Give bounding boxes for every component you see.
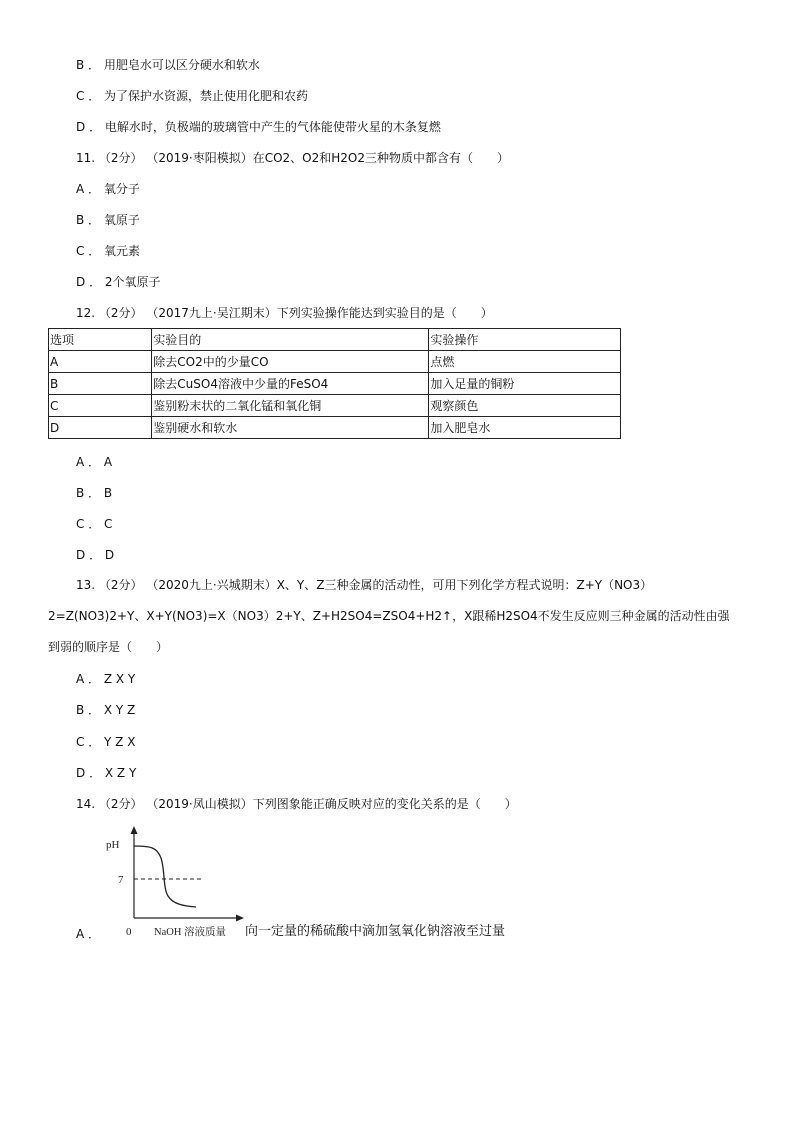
option-text: X Z Y	[104, 766, 137, 780]
option-letter: D	[76, 275, 86, 289]
y-axis-arrow	[131, 826, 138, 834]
option-letter: B	[76, 58, 85, 72]
option-letter: A	[76, 455, 85, 469]
option-letter: B	[76, 486, 85, 500]
option-text: B	[103, 486, 113, 500]
table-header-row	[49, 329, 621, 351]
option-letter: C	[76, 517, 85, 531]
option-letter: D	[76, 120, 86, 134]
ph7-tick-label: 7	[118, 874, 124, 886]
table-cell: 点燃	[429, 351, 621, 373]
ph-curve	[134, 846, 196, 907]
table-row	[49, 351, 621, 373]
table-cell: 除去CO2中的少量CO	[152, 351, 429, 373]
ph-curve-graph	[100, 826, 245, 944]
option-letter: D	[76, 548, 86, 562]
option-row: C ． 为了保护水资源，禁止使用化肥和农药	[76, 89, 309, 103]
option-letter: C	[76, 244, 85, 258]
option-row: C ． Y Z X	[76, 735, 136, 749]
option-row: B ． B	[76, 486, 113, 500]
option-text: 氧分子	[103, 182, 140, 196]
option-text: 为了保护水资源，禁止使用化肥和农药	[104, 89, 309, 103]
table-cell: C	[49, 395, 152, 417]
question-stem: 12. （2分） （2017九上·吴江期末）下列实验操作能达到实验目的是（ ）	[76, 306, 493, 320]
option-text: A	[103, 455, 113, 469]
option-text: 用肥皂水可以区分硬水和软水	[103, 58, 260, 72]
option-letter: B	[76, 213, 85, 227]
option-text: X Y Z	[103, 703, 136, 717]
question-stem: 13. （2分） （2020九上·兴城期末）X、Y、Z三种金属的活动性，可用下列化学方程式说明：Z+Y（NO3）2=Z(NO3)2+Y、X+Y(NO3)=X（NO3）2+Y、Z+H2SO4=ZSO4+H2↑，X跟稀H2SO4不发生反应则三种金属的活动性由强到弱的顺序是（ ）	[48, 578, 730, 654]
option-row: A ． Z X Y	[76, 672, 136, 686]
option-letter: B	[76, 703, 85, 717]
option-row: D ． 电解水时，负极端的玻璃管中产生的气体能使带火星的木条复燃	[76, 120, 441, 134]
option-text: 电解水时，负极端的玻璃管中产生的气体能使带火星的木条复燃	[104, 120, 441, 134]
option-row: A ． 氧分子	[76, 182, 140, 196]
origin-label: 0	[126, 926, 132, 938]
option-text: Z X Y	[103, 672, 136, 686]
option-text: C	[104, 517, 113, 531]
table-cell: A	[49, 351, 152, 373]
table-cell: 观察颜色	[429, 395, 621, 417]
option-row: A ．	[76, 927, 101, 941]
option-letter: C	[76, 735, 85, 749]
option-letter: A	[76, 672, 85, 686]
option-text: 向一定量的稀硫酸中滴加氢氧化钠溶液至过量	[245, 924, 506, 939]
option-letter: A	[76, 927, 85, 941]
table-header-cell: 选项	[49, 329, 152, 351]
option-text: D	[104, 548, 115, 562]
table-cell: 除去CuSO4溶液中少量的FeSO4	[152, 373, 429, 395]
x-axis-arrow	[236, 915, 244, 922]
option-row: D ． X Z Y	[76, 766, 137, 780]
option-text: 氧元素	[104, 244, 141, 258]
table-header-cell: 实验操作	[429, 329, 621, 351]
option-letter: C	[76, 89, 85, 103]
table-cell: 加入肥皂水	[429, 417, 621, 439]
option-row: C ． C	[76, 517, 113, 531]
option-text: 氧原子	[103, 213, 140, 227]
x-axis-label: NaOH 溶液质量	[154, 927, 227, 938]
table-header-cell: 实验目的	[152, 329, 429, 351]
y-axis-label: pH	[106, 839, 120, 851]
option-text: 2个氧原子	[104, 275, 161, 289]
table-row	[49, 373, 621, 395]
question-stem: 14. （2分） （2019·凤山模拟）下列图象能正确反映对应的变化关系的是（ ）	[76, 797, 517, 811]
table-cell: 鉴别硬水和软水	[152, 417, 429, 439]
option-row: C ． 氧元素	[76, 244, 141, 258]
option-letter: A	[76, 182, 85, 196]
option-row: B ． 用肥皂水可以区分硬水和软水	[76, 58, 260, 72]
table-cell: B	[49, 373, 152, 395]
option-row: D ． D	[76, 548, 115, 562]
option-row: D ． 2个氧原子	[76, 275, 161, 289]
experiment-table	[48, 328, 621, 439]
option-row: B ． X Y Z	[76, 703, 136, 717]
table-cell: D	[49, 417, 152, 439]
option-row: B ． 氧原子	[76, 213, 140, 227]
table-row	[49, 395, 621, 417]
table-row	[49, 417, 621, 439]
question-stem: 11. （2分） （2019·枣阳模拟）在CO2、O2和H2O2三种物质中都含有（ ）	[76, 151, 509, 165]
table-cell: 加入足量的铜粉	[429, 373, 621, 395]
option-text: Y Z X	[104, 735, 136, 749]
option-row: A ． A	[76, 455, 113, 469]
table-cell: 鉴别粉末状的二氧化锰和氧化铜	[152, 395, 429, 417]
option-letter: D	[76, 766, 86, 780]
